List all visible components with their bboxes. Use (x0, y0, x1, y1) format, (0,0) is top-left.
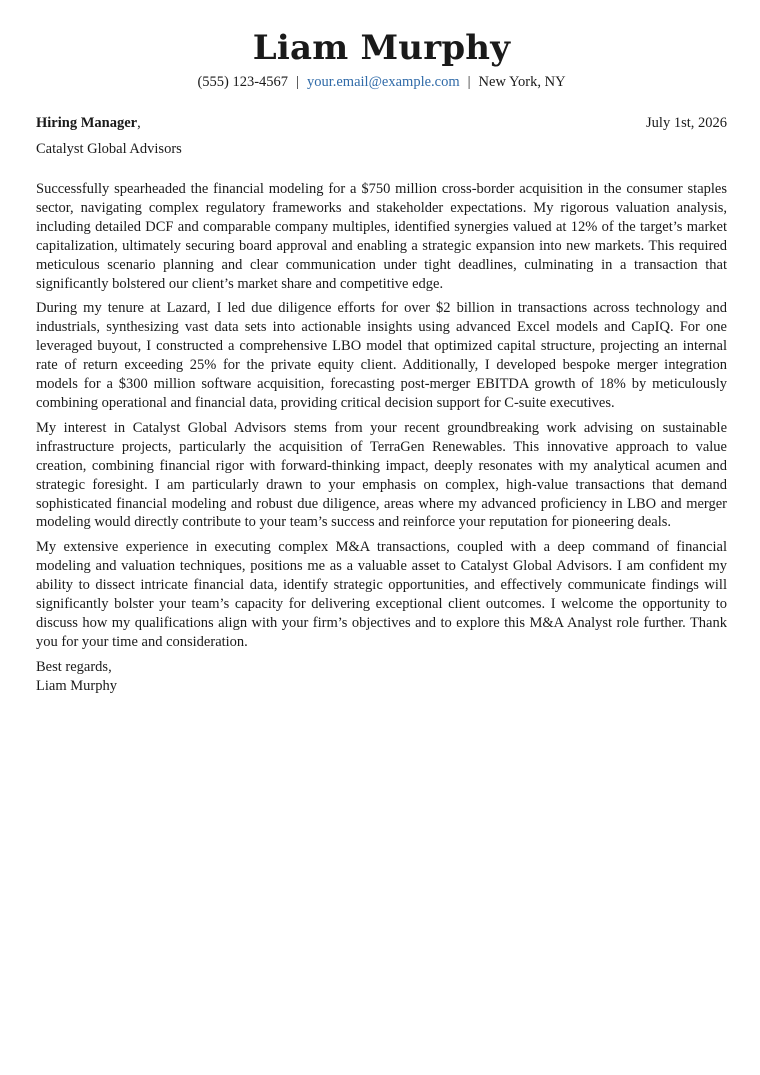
body-paragraph: Successfully spearheaded the financial modeling for a $750 million cross-border acquisition in the consumer staples sector, navigating complex regulatory frameworks and stakeholder expectations. My rigorous valuation analysis, including detailed DCF and comparable company multiples, identified synergies valued at 12% of the target’s market capitalization, ultimately securing board approval and enabling a strategic expansion into new markets. This required meticulous scenario planning and clear communication under tight deadlines, culminating in a transaction that significantly bolstered our client’s market share and competitive edge. (36, 181, 727, 292)
company-name: Catalyst Global Advisors (36, 141, 182, 157)
letter-date: July 1st, 2026 (646, 115, 727, 131)
body-paragraph: During my tenure at Lazard, I led due diligence efforts for over $2 billion in transactions across technology and industrials, synthesizing vast data sets into actionable insights using advanced Excel models and CapIQ. For one leveraged buyout, I constructed a comprehensive LBO model that optimized capital structure, projecting an internal rate of return exceeding 25% for the private equity client. Additionally, I developed bespoke merger integration models for a $300 million software acquisition, forecasting post-merger EBITDA growth of 18% by meticulously combining operational and financial data, providing critical decision support for C-suite executives. (36, 300, 727, 411)
contact-line (36, 72, 727, 92)
contact-separator: | (467, 74, 471, 90)
contact-separator: | (296, 74, 299, 90)
recipient-comma: , (137, 115, 141, 131)
closing (36, 658, 727, 696)
letter-body (36, 180, 727, 652)
phone-number: (555) 123-4567 (197, 74, 289, 90)
cover-letter-page (36, 26, 727, 696)
location: New York, NY (478, 74, 566, 90)
recipient-title: Hiring Manager (36, 115, 138, 131)
applicant-name: Liam Murphy (252, 28, 511, 68)
body-paragraph: My interest in Catalyst Global Advisors stems from your recent groundbreaking work advising on sustainable infrastructure projects, particularly the acquisition of TerraGen Renewables. This innovative approach to value creation, combining financial rigor with forward-thinking impact, deeply resonates with my analytical acumen and strategic foresight. I am particularly drawn to your emphasis on complex, high-value transactions that demand sophisticated financial modeling and robust due diligence, areas where my advanced proficiency in LBO and merger modeling would directly contribute to your team’s success and reinforce your reputation for pioneering deals. (36, 419, 727, 531)
signature-name: Liam Murphy (36, 677, 117, 694)
email-link[interactable]: your.email@example.com (306, 74, 460, 90)
recipient-date-row (36, 114, 727, 133)
closing-salutation: Best regards, (36, 658, 112, 675)
body-paragraph: My extensive experience in executing complex M&A transactions, coupled with a deep command of financial modeling and valuation techniques, positions me as a valuable asset to Catalyst Global Advisors. I am confident my ability to dissect intricate financial data, identify strategic opportunities, and effectively communicate findings will significantly bolster your team’s capacity for delivering exceptional client outcomes. I welcome the opportunity to discuss how my qualifications align with your firm’s objectives and to explore this M&A Analyst role further. Thank you for your time and consideration. (36, 539, 727, 650)
recipient (36, 114, 141, 133)
